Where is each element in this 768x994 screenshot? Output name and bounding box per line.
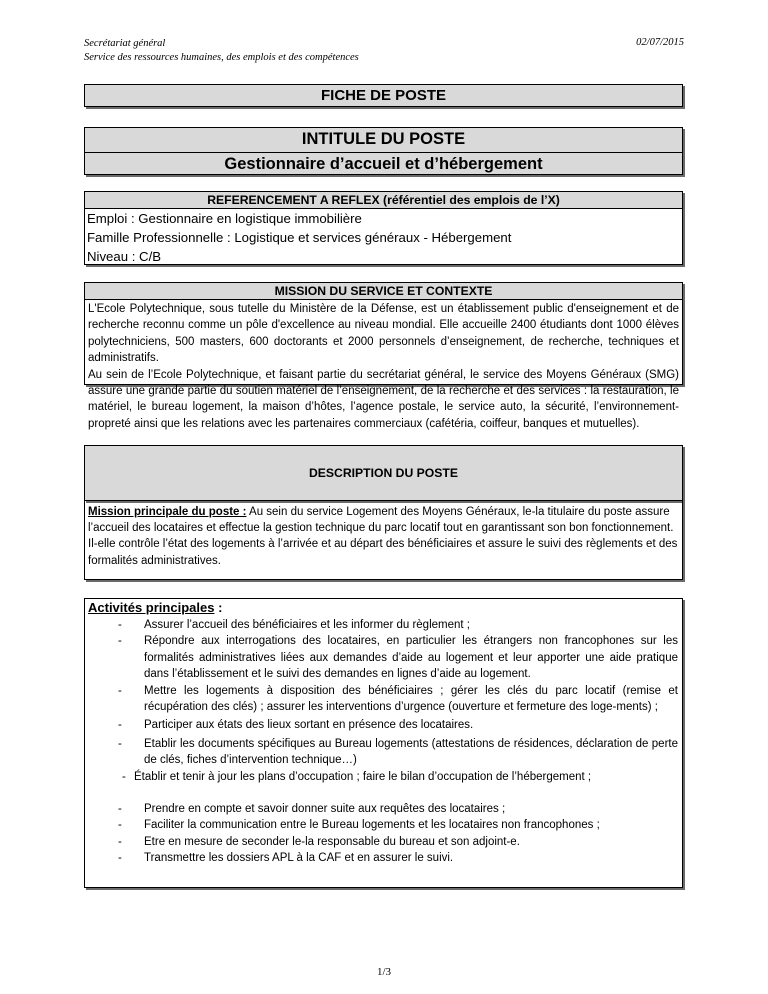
list-dash: - xyxy=(118,737,122,750)
description-title: DESCRIPTION DU POSTE xyxy=(84,445,683,501)
intitule-label: INTITULE DU POSTE xyxy=(85,128,682,153)
list-item: - Prendre en compte et savoir donner suite aux requêtes des locataires ; xyxy=(88,801,678,817)
activites-box xyxy=(84,598,683,888)
referencement-emploi: Emploi : Gestionnaire en logistique immobilière xyxy=(87,211,362,226)
list-item: - Participer aux états des lieux sortant en présence des locataires. xyxy=(88,717,678,733)
list-dash: - xyxy=(118,719,122,732)
page-number: 1/3 xyxy=(376,966,392,978)
mission-service-text xyxy=(85,300,682,432)
intitule-box xyxy=(84,127,683,175)
referencement-niveau: Niveau : C/B xyxy=(87,249,162,264)
list-dash: - xyxy=(118,835,122,848)
list-item: - Mettre les logements à disposition des bénéficiaires ; gérer les clés du parc locatif (remise et récupération des clés) ; assurer les interventions d’urgence (ouverture et fermeture des loge-ments) ; xyxy=(118,684,678,714)
mission-principale-label: Mission principale du poste : xyxy=(88,506,247,518)
list-dash: - xyxy=(118,619,122,631)
page-header-org xyxy=(84,37,359,65)
list-item: - Faciliter la communication entre le Bureau logements et les locataires non francophones ; xyxy=(88,817,678,833)
fiche-title: FICHE DE POSTE xyxy=(84,84,683,107)
mission-service-title: MISSION DU SERVICE ET CONTEXTE xyxy=(85,283,682,300)
mission-paragraph-2: Au sein de l’Ecole Polytechnique, et faisant partie du secrétariat général, le service des Moyens Généraux (SMG) assure une grande partie du soutien matériel de l’enseignement, de la recherche et des services : la restauration, le matériel, le bureau logement, la maison d’hôtes, l’agence postale, le service auto, la sécurité, l’environnement-propreté ainsi que les relations avec les partenaires commerciaux (cafétéria, coiffeur, banques et mutuelles). xyxy=(88,368,679,430)
mission-principale-box xyxy=(84,500,683,580)
header-org-line1: Secrétariat général xyxy=(84,38,166,49)
list-item: - Répondre aux interrogations des locataires, en particulier les étrangers non francophones sur les formalités administratives liées aux demandes d’aide au logement et leur apporter une aide pratique dans l’établissement et le suivi des demandes en lignes d’aide au logement. xyxy=(118,635,678,681)
list-item: - Transmettre les dossiers APL à la CAF et en assurer le suivi. xyxy=(88,850,678,866)
activites-colon: : xyxy=(214,600,223,615)
list-dash: - xyxy=(118,684,122,697)
referencement-box xyxy=(84,191,683,265)
job-title: Gestionnaire d’accueil et d’hébergement xyxy=(224,155,543,173)
list-dash: - xyxy=(122,770,126,783)
list-dash: - xyxy=(118,803,122,816)
list-dash: - xyxy=(118,852,122,865)
header-date: 02/07/2015 xyxy=(636,37,684,48)
mission-service-box xyxy=(84,282,683,430)
activites-label: Activités principales xyxy=(88,600,215,615)
list-dash: - xyxy=(118,819,122,832)
list-item: - Établir et tenir à jour les plans d’occupation ; faire le bilan d’occupation de l’hébergement ; xyxy=(88,769,678,785)
list-dash: - xyxy=(118,635,122,648)
referencement-lines xyxy=(85,209,682,266)
referencement-title: REFERENCEMENT A REFLEX (référentiel des emplois de l’X) xyxy=(85,192,682,209)
list-item: - Etablir les documents spécifiques au Bureau logements (attestations de résidences, déclaration de perte de clés, fiches d’intervention technique…) xyxy=(118,737,678,767)
activites-list-2 xyxy=(88,801,678,867)
header-org-line2: Service des ressources humaines, des emplois et des compétences xyxy=(84,52,359,63)
activites-list-1 xyxy=(88,617,678,785)
list-item: - Etre en mesure de seconder le-la responsable du bureau et son adjoint-e. xyxy=(88,834,678,850)
referencement-famille: Famille Professionnelle : Logistique et services généraux - Hébergement xyxy=(87,230,512,245)
mission-principale-text: Au sein du service Logement des Moyens Généraux, le-la titulaire du poste assure l’accueil des locataires et effectue la gestion technique du parc locatif tout en garantissant son bon fonctionnement. Il-elle contrôle l’état des logements à l’arrivée et au départ des bénéficiaires et assure le suivi des règlements et des formalités administratives. xyxy=(88,506,678,567)
list-item: - Assurer l’accueil des bénéficiaires et les informer du règlement ; xyxy=(88,617,678,633)
mission-paragraph-1: L'Ecole Polytechnique, sous tutelle du Ministère de la Défense, est un établissement public d'enseignement et de recherche reconnu comme un pôle d'excellence au niveau mondial. Elle accueille 2400 étudiants dont 1000 élèves polytechniciens, 500 masters, 600 doctorants et 2000 personnels d’enseignement, de recherche, techniques et administratifs. xyxy=(88,303,679,365)
activites-heading xyxy=(88,599,678,617)
